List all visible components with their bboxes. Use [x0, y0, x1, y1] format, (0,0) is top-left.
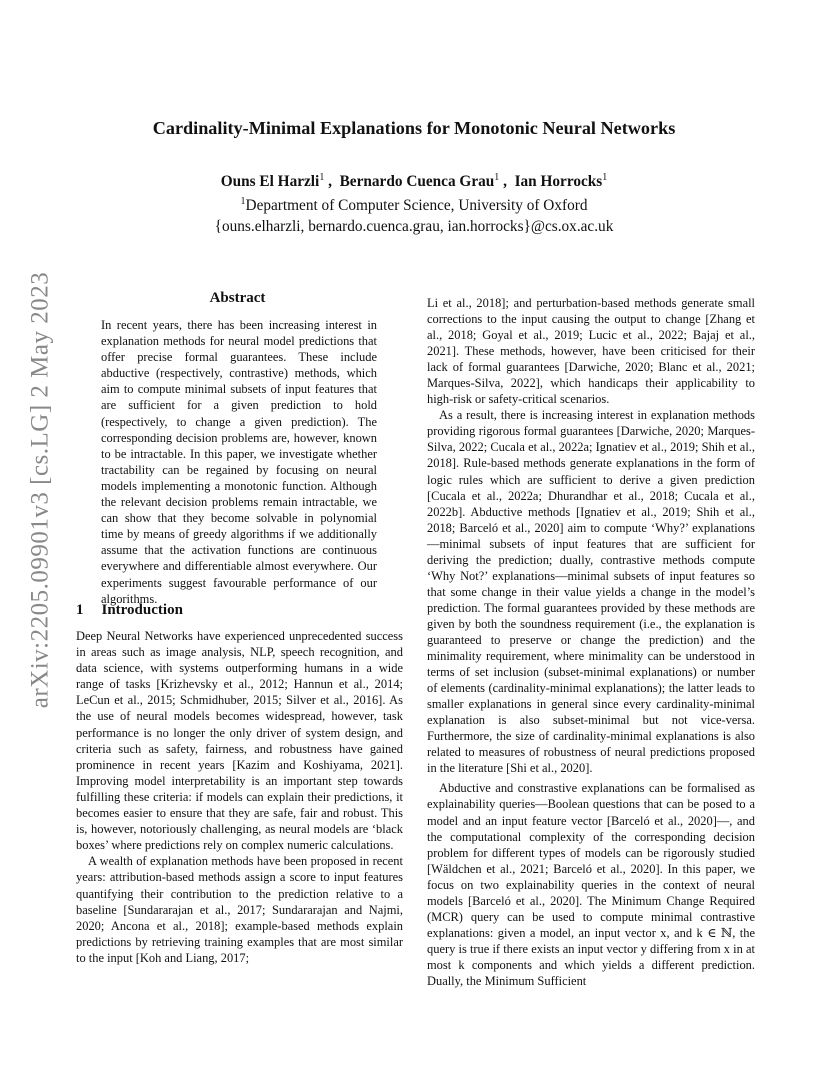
abstract-text: In recent years, there has been increasing interest in explanation methods for neural model predictions that offer precise formal guarantees. These include abductive (respectively, contrastive) methods, which aim to compute minimal subsets of input features that are sufficient for a given prediction to hold (respectively, to change a given prediction). The corresponding decision problems are, however, known to be intractable. In this paper, we investigate whether tractability can be regained by focusing on neural models implementing a monotonic function. Although the relevant decision problems remain intractable, we can show that they become solvable in polynomial time by means of greedy algorithms if we additionally assume that the activation functions are continuous everywhere and differentiable almost everywhere. Our experiments suggest favourable performance of our algorithms. — [101, 318, 377, 606]
section-heading — [76, 602, 183, 619]
body-paragraph: A wealth of explanation methods have been proposed in recent years: attribution-based methods assign a score to input features quantifying their contribution to the prediction relative to a baseline [Sundararajan et al., 2017; Sundararajan and Najmi, 2020; Ancona et al., 2018]; example-based methods explain predictions by retrieving training examples that are most similar to the input [Koh and Liang, 2017; — [76, 854, 403, 965]
body-paragraph: Li et al., 2018]; and perturbation-based methods generate small corrections to the input causing the output to change [Zhang et al., 2018; Goyal et al., 2019; Lucic et al., 2022; Bajaj et al., 2021]. These methods, however, have been criticised for their lack of formal guarantees [Darwiche, 2020; Blanc et al., 2021; Marques-Silva, 2022], which handicaps their applicability to high-risk or safety-critical scenarios. — [427, 296, 755, 407]
body-paragraph: As a result, there is increasing interest in explanation methods providing rigorous formal guarantees [Darwiche, 2020; Marques-Silva, 2022; Cucala et al., 2022a; Ignatiev et al., 2019; Shih et al., 2018]. Rule-based methods generate explanations in the form of logic rules which are sufficient to derive a given prediction [Cucala et al., 2022a; Dhurandhar et al., 2018; Cucala et al., 2022b]. Abductive methods [Ignatiev et al., 2019; Shih et al., 2018; Barceló et al., 2020] aim to compute ‘Why?’ explanations—minimal subsets of input features that are sufficient for deriving the prediction; dually, contrastive methods compute ‘Why Not?’ explanations—minimal subsets of input features so that some change in their value yields a change in the model’s prediction. The formal guarantees provided by these methods are given by both the soundness requirement (i.e., the explanation is guaranteed to preserve or change the prediction) and the minimality requirement, where minimality can be understood in terms of set inclusion (subset-minimal explanations) or number of elements (cardinality-minimal explanations); the latter leads to smaller explanations in general since every cardinality-minimal explanation is also subset-minimal but not vice-versa. Furthermore, the size of cardinality-minimal explanations is also related to measures of robustness of neural predictions proposed in the literature [Shi et al., 2020]. — [427, 408, 755, 776]
left-column — [76, 628, 403, 966]
arxiv-sidebar — [22, 271, 58, 709]
body-paragraph: Abductive and constrastive explanations can be formalised as explainability queries—Boolean questions that can be posed to a model and an input feature vector [Barceló et al., 2020]—, and the computational complexity of the corresponding decision problem for different types of models can be rigorously studied [Wäldchen et al., 2021; Barceló et al., 2020]. In this paper, we focus on two explainability queries in the context of neural models [Barceló et al., 2020]. The Minimum Change Required (MCR) query can be used to compute minimal contrastive explanations: given a model, an input vector x, and k ∈ ℕ, the query is true if there exists an input vector y differing from x in at most k components and which yields a different prediction. Dually, the Minimum Sufficient — [427, 781, 755, 988]
body-paragraph: Deep Neural Networks have experienced unprecedented success in areas such as image analysis, NLP, speech recognition, and data science, with systems outperforming humans in a wide range of tasks [Krizhevsky et al., 2012; Hannun et al., 2014; LeCun et al., 2015; Schmidhuber, 2015; Silver et al., 2016]. As the use of neural models becomes widespread, however, task performance is no longer the only driver of system design, and criteria such as safety, fairness, and robustness have gained prominence in recent years [Kazim and Koshiyama, 2021]. Improving model interpretability is an important step towards fulfilling these criteria: if models can explain their predictions, it becomes easier to ensure that they are safe, fair and robust. This is, however, notoriously challenging, as neural models are ‘black boxes’ where predictions rely on complex numeric calculations. — [76, 629, 403, 853]
author-affiliation-mark: 1 — [319, 172, 325, 183]
affiliation-text: Department of Computer Science, University of Oxford — [245, 197, 588, 214]
author-name: Ian Horrocks — [514, 173, 603, 190]
author-list: Ouns El Harzli$^1$ , Bernardo Cuenca Grau$^1$ , Ian Horrocks$^1$ — [220, 172, 608, 190]
author-name: Ouns El Harzli — [220, 173, 320, 190]
affiliation — [0, 196, 828, 215]
author-name: Bernardo Cuenca Grau — [339, 173, 495, 190]
arxiv-identifier: arXiv:2205.09901v3 [cs.LG] 2 May 2023 — [26, 271, 53, 709]
right-column — [427, 295, 755, 989]
section-number: 1 — [76, 602, 84, 618]
abstract-heading: Abstract — [209, 290, 266, 306]
paper-title: Cardinality-Minimal Explanations for Monotonic Neural Networks — [152, 118, 676, 138]
author-affiliation-mark: 1 — [494, 172, 500, 183]
section-title: Introduction — [101, 602, 183, 618]
author-emails: {ouns.elharzli, bernardo.cuenca.grau, ian.horrocks}@cs.ox.ac.uk — [214, 218, 614, 235]
author-affiliation-mark: 1 — [602, 172, 608, 183]
affiliation-mark: 1 — [240, 196, 246, 207]
